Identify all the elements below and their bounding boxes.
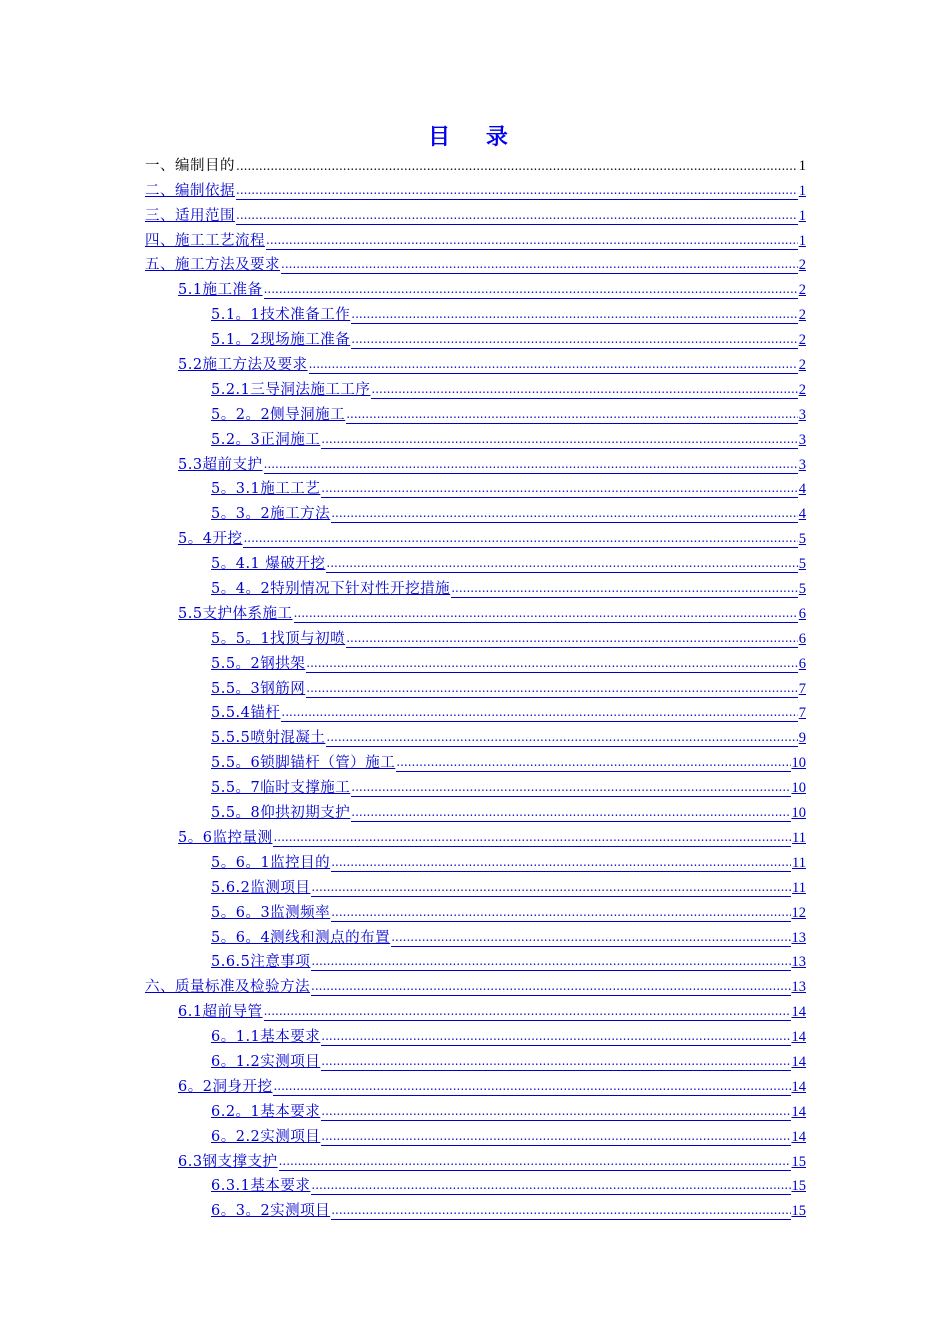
toc-page-number: 5 (798, 556, 806, 573)
toc-entry-label: 二、编制依据 (145, 182, 235, 199)
toc-entry[interactable] (145, 1121, 806, 1146)
toc-entry-label: 5。5。1找顶与初喷 (211, 630, 346, 647)
toc-leader-dots (351, 778, 790, 797)
toc-entry[interactable] (145, 573, 806, 598)
toc-page-number: 13 (791, 929, 806, 946)
toc-entry-label: 6。2.2实测项目 (211, 1128, 321, 1145)
toc-entry-label: 6.1超前导管 (178, 1004, 263, 1021)
toc-entry-label: 5。3。2施工方法 (211, 506, 331, 523)
toc-title: 目 录 (428, 124, 522, 150)
toc-leader-dots (279, 1152, 791, 1171)
toc-entry[interactable] (145, 274, 806, 299)
toc-entry[interactable] (145, 971, 806, 996)
toc-leader-dots (331, 504, 798, 523)
toc-entry[interactable] (145, 872, 806, 897)
toc-leader-dots (294, 604, 798, 623)
toc-entry[interactable] (145, 822, 806, 847)
toc-entry-label: 6。2洞身开挖 (178, 1078, 273, 1095)
toc-entry-label: 5.6.2监测项目 (211, 879, 311, 896)
toc-page-number: 7 (798, 680, 806, 697)
toc-entry-label: 一、编制目的 (145, 157, 235, 174)
toc-leader-dots (321, 479, 797, 498)
toc-entry[interactable] (145, 349, 806, 374)
toc-entry-label: 5。4.1 爆破开挖 (211, 556, 326, 573)
toc-entry[interactable] (145, 175, 806, 200)
toc-leader-dots (321, 1027, 790, 1046)
toc-page-number: 15 (791, 1178, 806, 1195)
toc-entry-label: 5.5。8仰拱初期支护 (211, 805, 351, 822)
toc-entry-label: 5.5.5喷射混凝土 (211, 730, 326, 747)
toc-page-number: 3 (798, 456, 806, 473)
toc-page-number: 5 (798, 581, 806, 598)
toc-entry[interactable] (145, 225, 806, 250)
toc-entry-label: 5.1。2现场施工准备 (211, 332, 351, 349)
toc-leader-dots (281, 703, 797, 722)
toc-entry[interactable] (145, 324, 806, 349)
toc-entry[interactable] (145, 648, 806, 673)
toc-entry-label: 6。1.1基本要求 (211, 1029, 321, 1046)
toc-entry[interactable] (145, 498, 806, 523)
toc-leader-dots (351, 803, 790, 822)
toc-leader-dots (311, 1176, 790, 1195)
toc-entry[interactable] (145, 996, 806, 1021)
toc-page-number: 11 (792, 854, 806, 871)
toc-entry-label: 5。6。4测线和测点的布置 (211, 929, 391, 946)
toc-entry[interactable] (145, 623, 806, 648)
toc-entry-label: 5。2。2侧导洞施工 (211, 406, 346, 423)
toc-entry-label: 四、施工工艺流程 (145, 232, 265, 249)
toc-leader-dots (273, 1077, 790, 1096)
toc-entry-label: 6.3钢支撑支护 (178, 1153, 278, 1170)
toc-entry[interactable] (145, 722, 806, 747)
toc-entry-label: 5.5.4锚杆 (211, 705, 281, 722)
toc-leader-dots (331, 853, 791, 872)
toc-leader-dots (264, 1002, 791, 1021)
toc-entry[interactable] (145, 200, 806, 225)
toc-leader-dots (391, 928, 790, 947)
toc-page-number: 2 (798, 332, 806, 349)
toc-page-number: 1 (798, 182, 806, 199)
toc-page-number: 14 (791, 1078, 806, 1095)
toc-entry-label: 5。4开挖 (178, 531, 243, 548)
toc-entry[interactable] (145, 399, 806, 424)
toc-entry[interactable] (145, 1071, 806, 1096)
toc-leader-dots (346, 405, 798, 424)
toc-leader-dots (264, 455, 798, 474)
toc-entry[interactable] (145, 897, 806, 922)
toc-entry[interactable] (145, 698, 806, 723)
toc-entry[interactable] (145, 947, 806, 972)
toc-entry[interactable] (145, 797, 806, 822)
toc-entry-label: 5。6监控量测 (178, 829, 273, 846)
toc-leader-dots (321, 1102, 790, 1121)
toc-page-number: 3 (798, 406, 806, 423)
toc-entry-label: 5。6。3监测频率 (211, 904, 331, 921)
toc-entry[interactable] (145, 673, 806, 698)
toc-entry[interactable] (145, 523, 806, 548)
toc-page-number: 9 (798, 730, 806, 747)
toc-entry[interactable] (145, 1021, 806, 1046)
toc-page-number: 15 (791, 1203, 806, 1220)
toc-leader-dots (311, 977, 791, 996)
toc-page-number: 1 (798, 157, 806, 174)
toc-page-number: 6 (798, 655, 806, 672)
toc-leader-dots (321, 430, 797, 449)
toc-leader-dots (371, 380, 797, 399)
toc-entry-label: 6。3。2实测项目 (211, 1203, 331, 1220)
toc-entry-label: 5.1。1技术准备工作 (211, 307, 351, 324)
toc-page-number: 5 (798, 531, 806, 548)
toc-page-number: 14 (791, 1103, 806, 1120)
toc-page-number: 4 (798, 506, 806, 523)
toc-page-number: 14 (791, 1053, 806, 1070)
toc-page-number: 2 (798, 257, 806, 274)
toc-leader-dots (311, 952, 790, 971)
toc-entry-label: 5。3.1施工工艺 (211, 481, 321, 498)
table-of-contents (145, 150, 806, 1220)
toc-page-number: 13 (791, 979, 806, 996)
toc-leader-dots (281, 255, 798, 274)
toc-entry-label: 5.1施工准备 (178, 282, 263, 299)
toc-entry-label: 5。6。1监控目的 (211, 854, 331, 871)
toc-entry[interactable] (145, 424, 806, 449)
toc-entry[interactable] (145, 1096, 806, 1121)
toc-entry-label: 5.5。3钢筋网 (211, 680, 306, 697)
toc-entry-label: 5。4。2特别情况下针对性开挖措施 (211, 581, 451, 598)
toc-entry-label: 三、适用范围 (145, 207, 235, 224)
toc-entry-label: 5.5支护体系施工 (178, 605, 293, 622)
toc-entry[interactable] (145, 449, 806, 474)
toc-page-number: 2 (798, 282, 806, 299)
toc-leader-dots (326, 728, 797, 747)
toc-leader-dots (331, 903, 790, 922)
toc-leader-dots (243, 529, 797, 548)
toc-leader-dots (396, 753, 790, 772)
toc-leader-dots (311, 878, 791, 897)
toc-page-number: 10 (791, 780, 806, 797)
toc-entry[interactable] (145, 1046, 806, 1071)
toc-leader-dots (273, 828, 791, 847)
toc-entry[interactable] (145, 474, 806, 499)
toc-entry[interactable] (145, 1195, 806, 1220)
toc-page-number: 10 (791, 755, 806, 772)
toc-leader-dots (264, 280, 798, 299)
toc-page-number: 6 (798, 605, 806, 622)
toc-leader-dots (309, 355, 798, 374)
toc-leader-dots (306, 654, 797, 673)
toc-entry-label: 6.3.1基本要求 (211, 1178, 311, 1195)
toc-page-number: 14 (791, 1029, 806, 1046)
toc-entry-label: 5.5。6锁脚锚杆（管）施工 (211, 755, 396, 772)
toc-leader-dots (451, 579, 798, 598)
toc-leader-dots (351, 330, 797, 349)
toc-entry-label: 5.5。7临时支撑施工 (211, 780, 351, 797)
toc-entry[interactable] (145, 847, 806, 872)
toc-entry (145, 150, 806, 175)
toc-page-number: 6 (798, 630, 806, 647)
toc-leader-dots (236, 157, 798, 175)
toc-entry[interactable] (145, 299, 806, 324)
toc-entry[interactable] (145, 1146, 806, 1171)
toc-page-number: 1 (798, 207, 806, 224)
toc-page-number: 15 (791, 1153, 806, 1170)
toc-page-number: 2 (798, 381, 806, 398)
toc-entry-label: 5.2施工方法及要求 (178, 357, 308, 374)
toc-page-number: 14 (791, 1128, 806, 1145)
toc-page-number: 12 (791, 904, 806, 921)
toc-page-number: 10 (791, 805, 806, 822)
toc-leader-dots (351, 305, 797, 324)
toc-entry[interactable] (145, 1171, 806, 1196)
toc-page-number: 7 (798, 705, 806, 722)
toc-leader-dots (326, 554, 797, 573)
toc-page-number: 13 (791, 954, 806, 971)
toc-entry[interactable] (145, 922, 806, 947)
toc-page-number: 1 (798, 232, 806, 249)
toc-entry-label: 5.6.5注意事项 (211, 954, 311, 971)
toc-entry[interactable] (145, 250, 806, 275)
toc-entry-label: 六、质量标准及检验方法 (145, 979, 310, 996)
toc-page-number: 14 (791, 1004, 806, 1021)
toc-entry-label: 五、施工方法及要求 (145, 257, 280, 274)
toc-leader-dots (236, 206, 798, 225)
toc-page-number: 3 (798, 431, 806, 448)
toc-page-number: 2 (798, 307, 806, 324)
toc-entry[interactable] (145, 374, 806, 399)
toc-leader-dots (236, 181, 798, 200)
toc-page-number: 4 (798, 481, 806, 498)
toc-leader-dots (266, 231, 798, 250)
toc-entry[interactable] (145, 598, 806, 623)
toc-entry[interactable] (145, 548, 806, 573)
toc-leader-dots (321, 1127, 790, 1146)
toc-leader-dots (331, 1201, 790, 1220)
toc-page-number: 11 (792, 829, 806, 846)
toc-entry[interactable] (145, 772, 806, 797)
toc-leader-dots (321, 1052, 790, 1071)
toc-leader-dots (306, 679, 797, 698)
toc-entry[interactable] (145, 747, 806, 772)
toc-entry-label: 5.3超前支护 (178, 456, 263, 473)
toc-entry-label: 5.2.1三导洞法施工工序 (211, 381, 371, 398)
toc-page-number: 2 (798, 357, 806, 374)
toc-entry-label: 5.5。2钢拱架 (211, 655, 306, 672)
toc-leader-dots (346, 629, 798, 648)
toc-entry-label: 6.2。1基本要求 (211, 1103, 321, 1120)
toc-page-number: 11 (792, 879, 806, 896)
toc-entry-label: 6。1.2实测项目 (211, 1053, 321, 1070)
toc-entry-label: 5.2。3正洞施工 (211, 431, 321, 448)
